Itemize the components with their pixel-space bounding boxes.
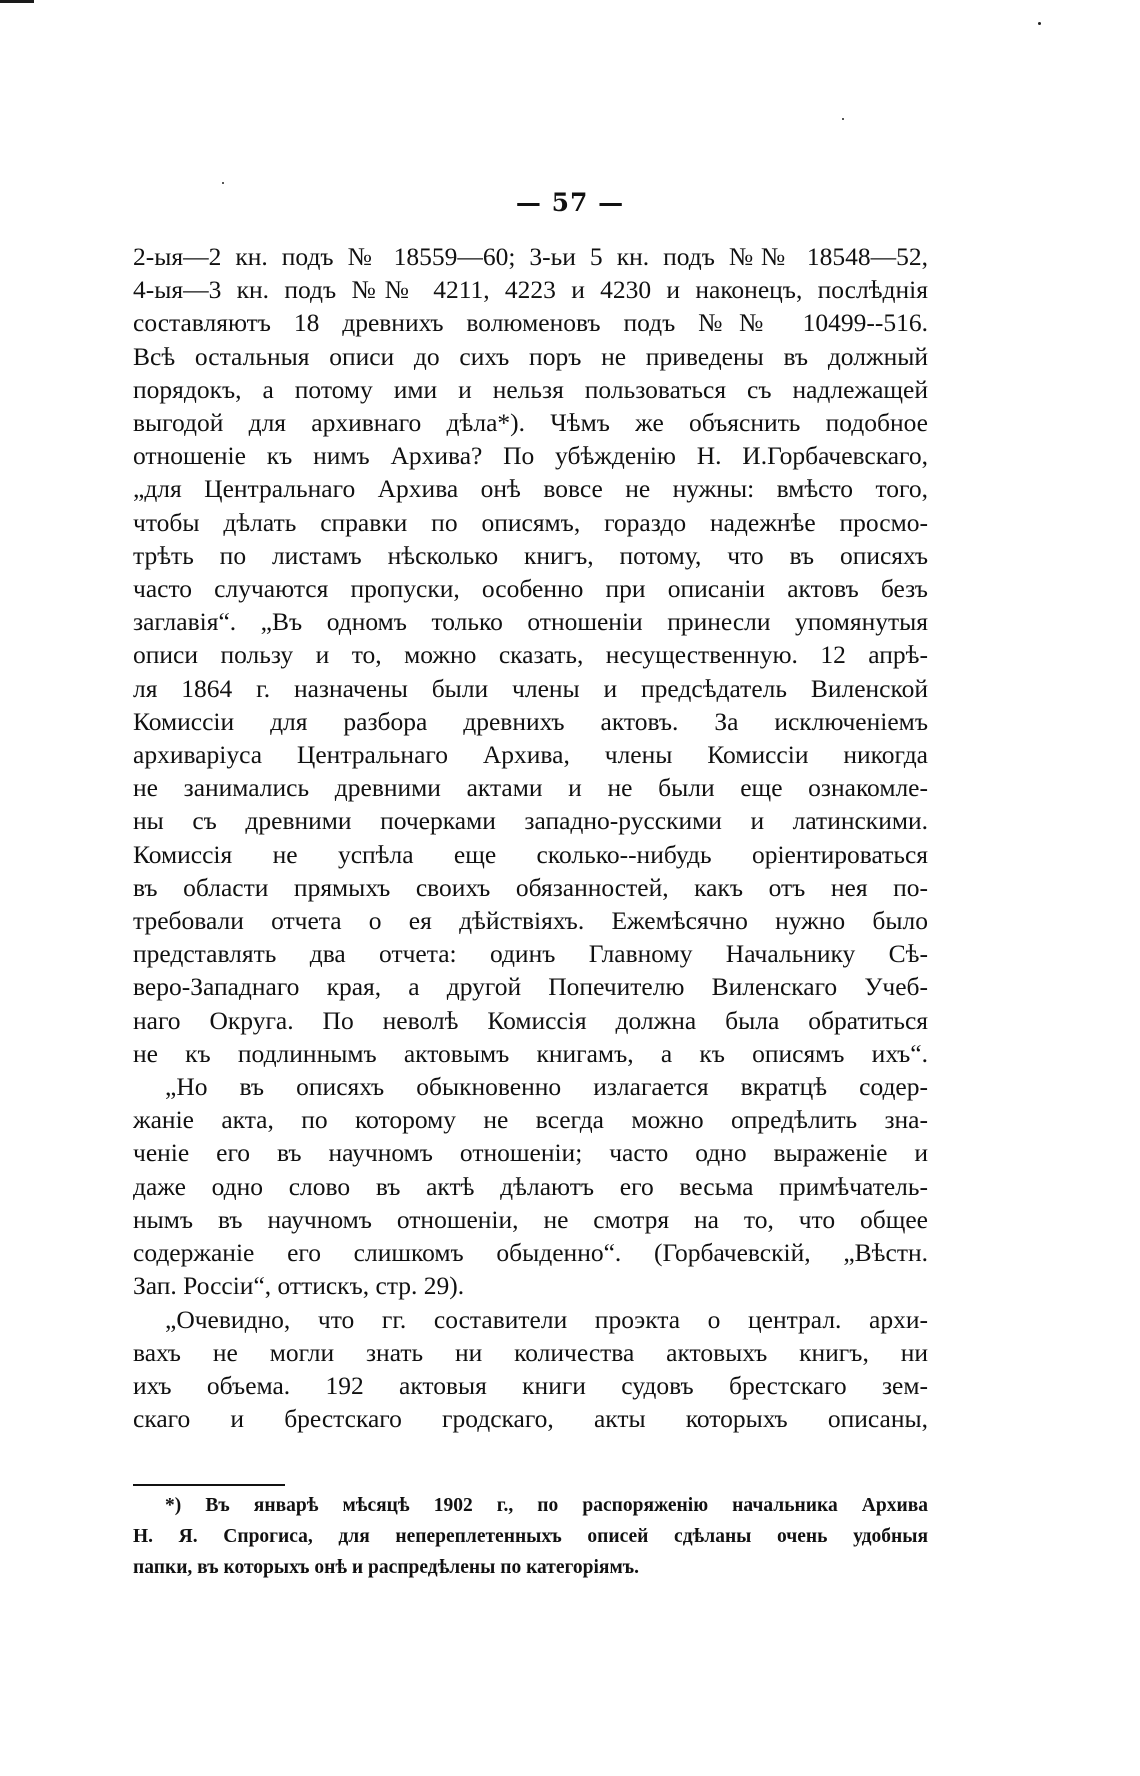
footnote-line: *) Въ январѣ мѣсяцѣ 1902 г., по распоряженію начальника Архива: [165, 1495, 928, 1516]
text-line: Всѣ остальныя описи до сихъ поръ не приведены въ должный: [133, 341, 928, 371]
text-line: чтобы дѣлать справки по описямъ, гораздо надежнѣе просмо-: [133, 507, 928, 537]
text-line: представлять два отчета: одинъ Главному Начальнику Сѣ-: [133, 939, 928, 969]
text-line: Зап. Россіи“, оттискъ, стр. 29).: [133, 1271, 465, 1301]
text-line: веро-Западнаго края, а другой Попечителю Виленскаго Учеб-: [133, 972, 928, 1002]
text-line: порядокъ, а потому ими и нельзя пользоваться съ надлежащей: [133, 374, 928, 404]
scan-corner-mark: [0, 0, 34, 3]
main-text: [133, 240, 928, 1435]
text-line: въ области прямыхъ своихъ обязанностей, какъ отъ нея по-: [133, 872, 928, 902]
text-line: составляютъ 18 древнихъ волюменовъ подъ №№ 10499--516.: [133, 308, 928, 338]
text-line: описи пользу и то, можно сказать, несущественную. 12 апрѣ-: [133, 640, 928, 670]
text-line: вахъ не могли знать ни количества актовыхъ книгъ, ни: [133, 1337, 928, 1367]
footnote-line: папки, въ которыхъ онѣ и распредѣлены по категоріямъ.: [133, 1557, 639, 1578]
text-line: архиваріуса Центральнаго Архива, члены Комиссіи никогда: [133, 740, 928, 770]
text-line: Комиссіи для разбора древнихъ актовъ. За исключеніемъ: [133, 706, 928, 736]
scan-speck: [1038, 22, 1041, 25]
text-line: выгодой для архивнаго дѣла*). Чѣмъ же объяснить подобное: [133, 408, 928, 438]
text-line: трѣть по листамъ нѣсколько книгъ, потому, что въ описяхъ: [133, 540, 928, 570]
text-line: „Но въ описяхъ обыкновенно излагается вкратцѣ содер-: [165, 1072, 928, 1102]
text-line: „для Центральнаго Архива онѣ вовсе не нужны: вмѣсто того,: [133, 474, 928, 504]
text-line: содержаніе его слишкомъ обыденно“. (Горбачевскій, „Вѣстн.: [133, 1238, 928, 1268]
page-number: — 57 —: [515, 188, 625, 217]
text-line: 4-ыя—3 кн. подъ №№ 4211, 4223 и 4230 и наконецъ, послѣднія: [133, 275, 928, 305]
text-line: нымъ въ научномъ отношеніи, не смотря на то, что общее: [133, 1204, 928, 1234]
text-line: жаніе акта, по которому не всегда можно опредѣлить зна-: [133, 1105, 928, 1135]
text-line: даже одно слово въ актѣ дѣлаютъ его весьма примѣчатель-: [133, 1171, 928, 1201]
text-line: ля 1864 г. назначены были члены и предсѣдатель Виленской: [133, 673, 928, 703]
scan-speck: [842, 118, 844, 120]
text-line: Комиссія не успѣла еще сколько--нибудь оріентироваться: [133, 839, 928, 869]
text-line: „Очевидно, что гг. составители проэкта о централ. архи-: [165, 1304, 928, 1334]
text-line: 2-ыя—2 кн. подъ № 18559—60; 3-ьи 5 кн. подъ №№ 18548—52,: [133, 242, 928, 271]
footnote-line: Н. Я. Спрогиса, для непереплетенныхъ описей сдѣланы очень удобныя: [133, 1526, 928, 1547]
text-line: ны съ древними почерками западно-русскими и латинскими.: [133, 806, 928, 836]
scan-speck: [222, 182, 224, 184]
text-line: часто случаются пропуски, особенно при описаніи актовъ безъ: [133, 574, 928, 604]
footnote-divider: [133, 1484, 285, 1486]
text-line: ченіе его въ научномъ отношеніи; часто одно выраженіе и: [133, 1138, 928, 1168]
text-line: скаго и брестскаго гродскаго, акты которыхъ описаны,: [133, 1404, 928, 1434]
text-line: заглавія“. „Въ одномъ только отношеніи принесли упомянутыя: [133, 607, 928, 637]
text-line: не къ подлиннымъ актовымъ книгамъ, а къ описямъ ихъ“.: [133, 1038, 928, 1068]
paragraph: [133, 240, 928, 1435]
text-line: отношеніе къ нимъ Архива? По убѣжденію Н. И.Горбачевскаго,: [133, 441, 928, 471]
text-line: не занимались древними актами и не были еще ознакомле-: [133, 773, 928, 803]
text-line: ихъ объема. 192 актовыя книги судовъ брестскаго зем-: [133, 1370, 928, 1400]
text-line: наго Округа. По неволѣ Комиссія должна была обратиться: [133, 1005, 928, 1035]
text-line: требовали отчета о ея дѣйствіяхъ. Ежемѣсячно нужно было: [133, 906, 928, 936]
footnote: [133, 1490, 928, 1583]
